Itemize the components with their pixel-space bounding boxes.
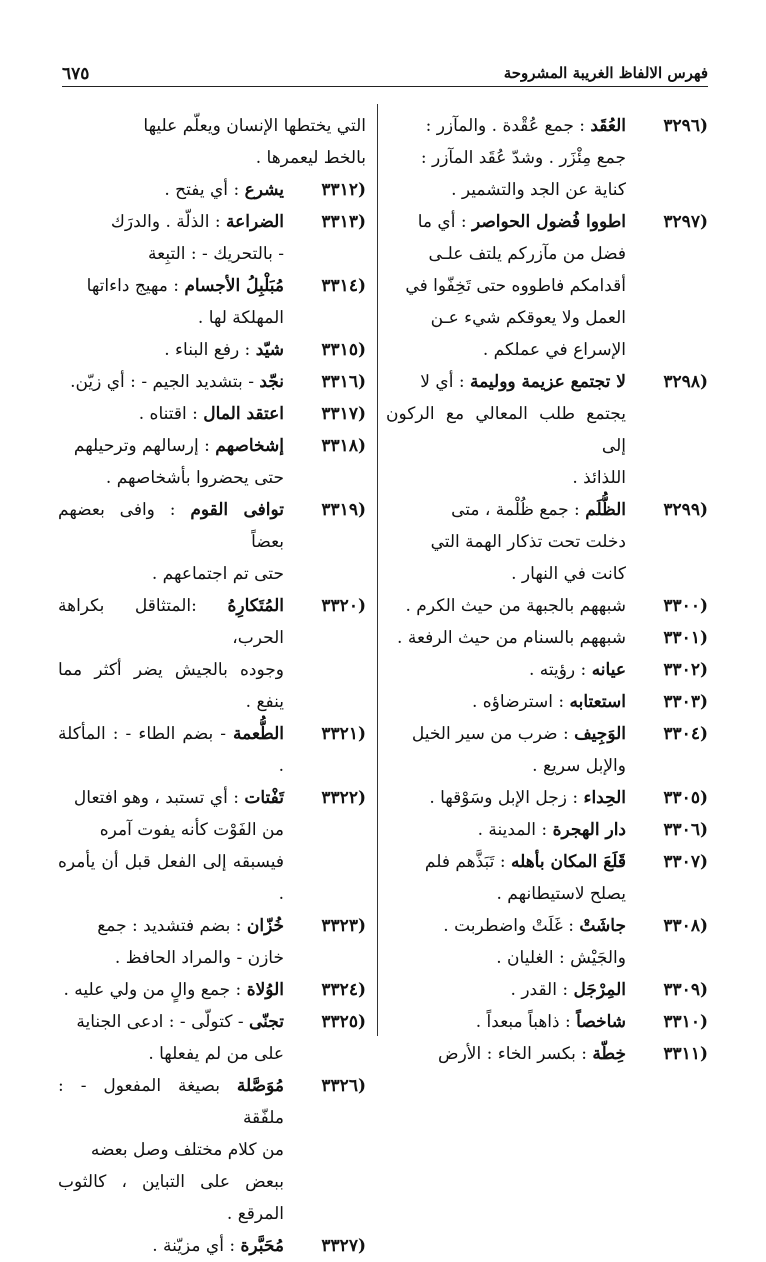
entry-number: (٣٢٩٩ bbox=[663, 500, 708, 520]
glossary-entry bbox=[58, 206, 366, 270]
glossary-entry bbox=[58, 494, 366, 590]
entry-definition: شبههم بالجبهة من حيث الكرم . bbox=[405, 596, 626, 616]
entry-definition: : مهيج داءاتها bbox=[86, 276, 179, 296]
glossary-entry bbox=[386, 590, 708, 622]
entry-definition: : أي تستبد ، وهو افتعال bbox=[73, 788, 239, 808]
glossary-entry bbox=[386, 654, 708, 686]
entry-body bbox=[58, 174, 284, 206]
entry-first-line bbox=[58, 718, 284, 782]
entry-continuation: على من لم يفعلها . bbox=[148, 1044, 284, 1064]
entry-definition: :المتثاقل بكراهة الحرب، bbox=[58, 596, 284, 648]
entry-definition: : أي مزيّنة . bbox=[152, 1236, 236, 1256]
entry-first-line bbox=[386, 206, 626, 238]
entry-first-line bbox=[58, 174, 284, 206]
entry-body bbox=[58, 206, 284, 270]
entry-headword: استعتابه bbox=[569, 692, 626, 712]
entry-body bbox=[386, 590, 626, 622]
entry-definition: : بكسر الخاء : الأرض bbox=[438, 1044, 588, 1064]
entry-first-line bbox=[386, 1006, 626, 1038]
right-column bbox=[386, 110, 708, 1070]
entry-continuation: من الفَوْت كأنه يفوت آمره bbox=[99, 820, 284, 840]
entry-first-line bbox=[58, 206, 284, 238]
entry-continuation: المهلكة لها . bbox=[197, 308, 284, 328]
entry-definition: : تَبَذَّهم فلم bbox=[424, 852, 506, 872]
entry-headword: تَفْتات bbox=[244, 788, 284, 808]
entry-body bbox=[386, 910, 626, 974]
glossary-entry bbox=[58, 1230, 366, 1262]
entry-number: (٣٣٢٦ bbox=[321, 1076, 366, 1096]
entry-continuation: والإبل سريع . bbox=[532, 756, 626, 776]
entry-first-line bbox=[58, 590, 284, 654]
entry-body bbox=[58, 782, 284, 910]
glossary-entry bbox=[58, 910, 366, 974]
page-header bbox=[62, 58, 708, 87]
entry-headword: جاشَتْ bbox=[579, 916, 626, 936]
entry-body bbox=[386, 206, 626, 366]
entry-first-line bbox=[386, 110, 626, 142]
glossary-entry bbox=[386, 622, 708, 654]
entry-number: (٣٣٠١ bbox=[663, 628, 708, 648]
glossary-entry bbox=[386, 206, 708, 366]
entry-first-line bbox=[58, 910, 284, 942]
entry-body bbox=[58, 910, 284, 974]
column-divider bbox=[377, 104, 378, 1036]
entry-body bbox=[386, 1038, 626, 1070]
glossary-entry bbox=[386, 1038, 708, 1070]
entry-first-line bbox=[386, 1038, 626, 1070]
entry-body bbox=[386, 622, 626, 654]
entry-number: (٣٣٠٩ bbox=[663, 980, 708, 1000]
entry-first-line bbox=[58, 270, 284, 302]
entry-body bbox=[58, 1006, 284, 1070]
entry-definition: : جمع عُقْدة . والمآزر : bbox=[425, 116, 585, 136]
entry-first-line bbox=[386, 782, 626, 814]
entry-first-line bbox=[386, 590, 626, 622]
entry-headword: اطووا فُضول الحواصر bbox=[471, 212, 626, 232]
entry-headword: العُقَد bbox=[590, 116, 626, 136]
entry-headword: شاخصاً bbox=[576, 1012, 626, 1032]
entry-number: (٣٣٢١ bbox=[321, 724, 366, 744]
entry-first-line bbox=[58, 334, 284, 366]
entry-number: (٣٣٢٥ bbox=[321, 1012, 366, 1032]
entry-headword: يشرع bbox=[244, 180, 284, 200]
entry-number: (٣٢٩٧ bbox=[663, 212, 708, 232]
entry-definition: : اقتناه . bbox=[138, 404, 198, 424]
entry-first-line bbox=[58, 398, 284, 430]
entry-continuation: كانت في النهار . bbox=[511, 564, 626, 584]
entry-headword: دار الهجرة bbox=[552, 820, 626, 840]
entry-continuation: خازن - والمراد الحافظ . bbox=[114, 948, 284, 968]
entry-continuation: الإسراع في عملكم . bbox=[482, 340, 626, 360]
glossary-entry bbox=[386, 718, 708, 782]
entry-first-line bbox=[58, 974, 284, 1006]
running-title: فهرس الالفاظ الغريبة المشروحة bbox=[503, 64, 708, 82]
entry-definition: : المدينة . bbox=[477, 820, 548, 840]
entry-definition: : جمع ظُلْمة ، متى bbox=[451, 500, 580, 520]
entry-continuation: دخلت تحت تذكار الهمة التي bbox=[430, 532, 626, 552]
entry-number: (٣٣١٢ bbox=[321, 180, 366, 200]
entry-body bbox=[58, 270, 284, 334]
entry-body bbox=[58, 1230, 284, 1262]
entry-headword: قَلَعَ المكان بأهله bbox=[510, 852, 626, 872]
entry-body bbox=[58, 718, 284, 782]
entry-first-line bbox=[386, 366, 626, 398]
entry-first-line bbox=[58, 1230, 284, 1262]
entry-first-line bbox=[386, 718, 626, 750]
entry-first-line bbox=[386, 846, 626, 878]
entry-first-line bbox=[386, 622, 626, 654]
entry-first-line bbox=[386, 814, 626, 846]
entry-headword: الضراعة bbox=[225, 212, 284, 232]
entry-definition: : ضرب من سير الخيل bbox=[411, 724, 569, 744]
entry-definition: - بضم الطاء - : المأكلة . bbox=[58, 724, 284, 776]
entry-number: (٣٣٢٤ bbox=[321, 980, 366, 1000]
entry-number: (٣٣٢٧ bbox=[321, 1236, 366, 1256]
entry-definition: : وافى بعضهم بعضاً bbox=[58, 500, 284, 552]
entry-definition: : جمع والٍ من ولي عليه . bbox=[63, 980, 242, 1000]
entry-number: (٣٣١٤ bbox=[321, 276, 366, 296]
entry-body bbox=[58, 974, 284, 1006]
entry-continuation: كناية عن الجد والتشمير . bbox=[451, 180, 626, 200]
entry-definition: : إرسالهم وترحيلهم bbox=[73, 436, 210, 456]
entry-body bbox=[386, 686, 626, 718]
entry-continuation: العمل ولا يعوقكم شيء عـن bbox=[430, 308, 626, 328]
entry-number: (٣٣٢٢ bbox=[321, 788, 366, 808]
entry-headword: المُتَكارِهُ bbox=[227, 596, 284, 616]
entry-body bbox=[58, 494, 284, 590]
page-number: ٦٧٥ bbox=[62, 64, 90, 84]
entry-continuation: يصلح لاستيطانهم . bbox=[496, 884, 626, 904]
entry-number: (٣٣٠٥ bbox=[663, 788, 708, 808]
glossary-entry bbox=[58, 974, 366, 1006]
entry-body bbox=[386, 654, 626, 686]
entry-number: (٣٣١٧ bbox=[321, 404, 366, 424]
entry-number: (٣٣٠٦ bbox=[663, 820, 708, 840]
entry-headword: تجنّى bbox=[248, 1012, 284, 1032]
entry-continuation: فيسبقه إلى الفعل قبل أن يأمره . bbox=[58, 852, 284, 904]
entry-headword: خُزّان bbox=[246, 916, 284, 936]
glossary-entry bbox=[386, 1006, 708, 1038]
entry-number: (٣٣٠٨ bbox=[663, 916, 708, 936]
entry-definition: - كتولّى - : ادعى الجناية bbox=[76, 1012, 244, 1032]
entry-headword: شيّد bbox=[255, 340, 284, 360]
glossary-entry bbox=[58, 174, 366, 206]
entry-first-line bbox=[386, 654, 626, 686]
entry-body bbox=[58, 334, 284, 366]
entry-headword: الوُلاة bbox=[246, 980, 284, 1000]
entry-body bbox=[386, 366, 626, 494]
entry-number: (٣٣٢٠ bbox=[321, 596, 366, 616]
entry-headword: المِرْجَل bbox=[573, 980, 626, 1000]
entry-first-line bbox=[58, 1070, 284, 1134]
glossary-entry bbox=[386, 686, 708, 718]
entry-continuation: يجتمع طلب المعالي مع الركون إلى bbox=[386, 404, 626, 456]
entry-continuation: والجَيْش : الغليان . bbox=[496, 948, 626, 968]
entry-first-line bbox=[58, 430, 284, 462]
entry-headword: مُوَصَّلة bbox=[236, 1076, 284, 1096]
glossary-entry bbox=[386, 846, 708, 910]
entry-body bbox=[58, 590, 284, 718]
entry-definition: : أي يفتح . bbox=[164, 180, 240, 200]
entry-number: (٣٣٢٣ bbox=[321, 916, 366, 936]
entry-first-line bbox=[58, 1006, 284, 1038]
entry-headword: إشخاصهم bbox=[215, 436, 284, 456]
entry-definition: : استرضاؤه . bbox=[471, 692, 565, 712]
entry-continuation: أقدامكم فاطووه حتى تَخِفّوا في bbox=[405, 276, 626, 296]
entry-number: (٣٣١٠ bbox=[663, 1012, 708, 1032]
entry-first-line bbox=[386, 974, 626, 1006]
entry-definition: : غَلَتْ واضطربت . bbox=[443, 916, 574, 936]
entry-headword: اعتقد المال bbox=[203, 404, 284, 424]
glossary-entry bbox=[386, 494, 708, 590]
entry-first-line bbox=[58, 494, 284, 558]
entry-definition: بصيغة المفعول - : ملفّقة bbox=[58, 1076, 284, 1128]
entry-first-line bbox=[58, 782, 284, 814]
entry-number: (٣٣١١ bbox=[663, 1044, 708, 1064]
entry-body bbox=[386, 974, 626, 1006]
entry-definition: : أي ما bbox=[417, 212, 467, 232]
entry-continuation: حتى تم اجتماعهم . bbox=[151, 564, 284, 584]
glossary-entry bbox=[386, 910, 708, 974]
glossary-entry bbox=[386, 782, 708, 814]
entry-body bbox=[386, 846, 626, 910]
entry-headword: لا تجتمع عزيمة ووليمة bbox=[469, 372, 626, 392]
glossary-entry bbox=[58, 430, 366, 494]
entry-definition: : ذاهباً مبعداً . bbox=[475, 1012, 571, 1032]
entry-continuation: ببعض على التباين ، كالثوب المرقع . bbox=[58, 1172, 284, 1224]
continuation-line: بالخط ليعمرها . bbox=[255, 148, 366, 168]
glossary-entry bbox=[58, 366, 366, 398]
entry-body bbox=[58, 398, 284, 430]
entry-number: (٣٣١٩ bbox=[321, 500, 366, 520]
glossary-entry bbox=[386, 366, 708, 494]
entry-definition: : رؤيته . bbox=[528, 660, 587, 680]
entry-headword: عيانه bbox=[591, 660, 626, 680]
glossary-entry bbox=[58, 718, 366, 782]
entry-definition: : بضم فتشديد : جمع bbox=[97, 916, 242, 936]
entry-headword: مُبَلْبِلُ الأجسام bbox=[184, 276, 284, 296]
entry-definition: شبههم بالسنام من حيث الرفعة . bbox=[397, 628, 626, 648]
entry-body bbox=[386, 814, 626, 846]
entry-number: (٣٣٠٠ bbox=[663, 596, 708, 616]
entry-continuation: اللذائذ . bbox=[572, 468, 626, 488]
entry-continuation: - بالتحريك - : التبِعة bbox=[148, 244, 284, 264]
entry-headword: الظُّلَم bbox=[585, 500, 626, 520]
glossary-entry bbox=[386, 974, 708, 1006]
entry-headword: نجّد bbox=[259, 372, 284, 392]
glossary-entry bbox=[386, 110, 708, 206]
glossary-entry bbox=[58, 1070, 366, 1230]
entry-number: (٣٣١٣ bbox=[321, 212, 366, 232]
entry-headword: توافى القوم bbox=[190, 500, 285, 520]
entry-number: (٣٢٩٨ bbox=[663, 372, 708, 392]
entry-number: (٣٢٩٦ bbox=[663, 116, 708, 136]
entry-definition: : أي لا bbox=[420, 372, 465, 392]
entry-body bbox=[386, 1006, 626, 1038]
entry-continuation: من كلام مختلف وصل بعضه bbox=[90, 1140, 284, 1160]
entry-body bbox=[58, 1070, 284, 1230]
entry-first-line bbox=[386, 494, 626, 526]
entry-number: (٣٣٠٢ bbox=[663, 660, 708, 680]
entry-headword: مُحَبَّرة bbox=[240, 1236, 284, 1256]
entry-number: (٣٣٠٧ bbox=[663, 852, 708, 872]
entry-first-line bbox=[58, 366, 284, 398]
entry-number: (٣٣٠٣ bbox=[663, 692, 708, 712]
entry-definition: : الذلّة . والدرَك bbox=[110, 212, 221, 232]
entry-continuation: فضل من مآزركم يلتف علـى bbox=[428, 244, 626, 264]
glossary-entry bbox=[58, 398, 366, 430]
entry-body bbox=[58, 430, 284, 494]
left-column bbox=[58, 110, 366, 1262]
continuation-line: التي يختطها الإنسان ويعلّم عليها bbox=[143, 116, 366, 136]
glossary-entry bbox=[58, 782, 366, 910]
glossary-entry bbox=[58, 590, 366, 718]
entry-number: (٣٣١٦ bbox=[321, 372, 366, 392]
entry-headword: خِطّة bbox=[592, 1044, 626, 1064]
entry-body bbox=[386, 782, 626, 814]
entry-definition: : القدر . bbox=[510, 980, 569, 1000]
entry-headword: الحِداء bbox=[583, 788, 626, 808]
glossary-entry bbox=[58, 1006, 366, 1070]
entry-body bbox=[386, 494, 626, 590]
entry-number: (٣٣٠٤ bbox=[663, 724, 708, 744]
entry-continuation: حتى يحضروا بأشخاصهم . bbox=[105, 468, 284, 488]
entry-body bbox=[58, 366, 284, 398]
entry-definition: : رفع البناء . bbox=[164, 340, 251, 360]
entry-definition: : زجل الإبل وسَوْقها . bbox=[429, 788, 579, 808]
entry-continuation: وجوده بالجيش يضر أكثر مما ينفع . bbox=[58, 660, 284, 712]
entry-definition: - بتشديد الجيم - : أي زيّن. bbox=[70, 372, 254, 392]
entry-headword: الوَجِيف bbox=[574, 724, 626, 744]
glossary-entry bbox=[58, 334, 366, 366]
glossary-entry bbox=[58, 270, 366, 334]
entry-first-line bbox=[386, 686, 626, 718]
left-entries bbox=[58, 174, 366, 1262]
entry-headword: الطُّعمة bbox=[233, 724, 285, 744]
entry-number: (٣٣١٨ bbox=[321, 436, 366, 456]
entry-body bbox=[386, 718, 626, 782]
entry-continuation: جمع مِئْزَر . وشدّ عُقَد المآزر : bbox=[420, 148, 626, 168]
entry-body bbox=[386, 110, 626, 206]
entry-first-line bbox=[386, 910, 626, 942]
entry-number: (٣٣١٥ bbox=[321, 340, 366, 360]
glossary-entry bbox=[386, 814, 708, 846]
